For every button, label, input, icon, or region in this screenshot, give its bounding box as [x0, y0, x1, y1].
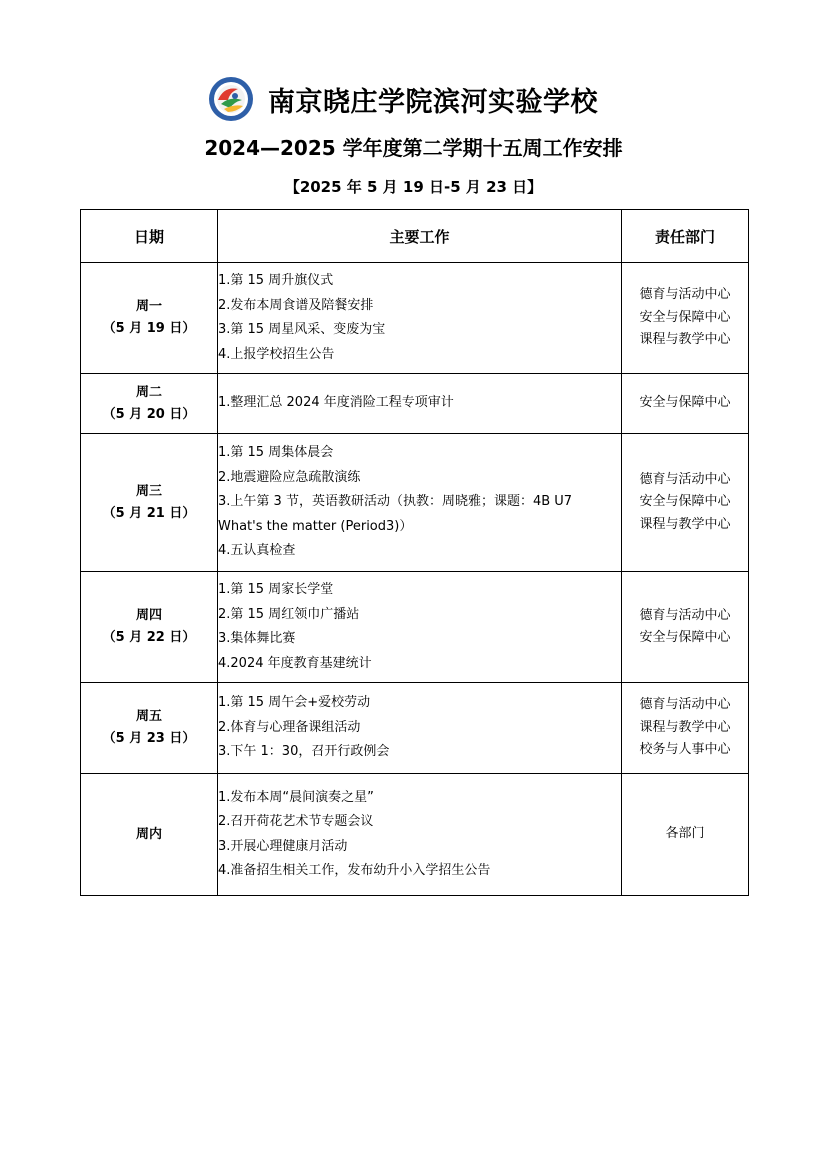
task-item: 2.发布本周食谱及陪餐安排 — [218, 297, 374, 313]
table-row — [81, 683, 749, 774]
task-item: 4.2024 年度教育基建统计 — [218, 655, 372, 671]
dept-item: 安全与保障中心 — [639, 395, 731, 411]
dept-item: 德育与活动中心 — [639, 471, 731, 487]
document-title: 2024—2025 学年度第二学期十五周工作安排 — [204, 136, 623, 160]
tasks-cell — [218, 374, 622, 434]
column-header-tasks: 主要工作 — [218, 210, 622, 263]
day-name: 周三 — [135, 483, 162, 499]
column-header-dept: 责任部门 — [622, 210, 749, 263]
task-item: 3.下午 1：30，召开行政例会 — [218, 744, 390, 760]
school-logo-icon — [208, 76, 254, 122]
day-name: 周五 — [135, 709, 162, 724]
day-name: 周四 — [135, 608, 162, 623]
task-item: 2.召开荷花艺术节专题会议 — [218, 814, 374, 829]
task-item: 4.五认真检查 — [218, 543, 296, 559]
day-cell — [81, 683, 218, 774]
tasks-cell — [218, 434, 622, 572]
task-item: 3.开展心理健康月活动 — [218, 838, 348, 854]
document-header — [0, 74, 827, 122]
task-item: 2.体育与心理备课组活动 — [218, 719, 361, 735]
task-item: 3.上午第 3 节，英语教研活动（执教：周晓雅；课题：4B U7 What's the matter (Period3)） — [218, 494, 573, 534]
table-row — [81, 434, 749, 572]
dept-cell — [622, 572, 749, 683]
school-name: 南京晓庄学院滨河实验学校 — [268, 87, 598, 118]
dept-item: 各部门 — [665, 826, 705, 842]
dept-cell — [622, 263, 749, 374]
task-item: 3.第 15 周星风采、变废为宝 — [218, 322, 386, 337]
task-item: 2.地震避险应急疏散演练 — [218, 469, 361, 485]
tasks-cell — [218, 572, 622, 683]
day-cell — [81, 774, 218, 896]
dept-item: 课程与教学中心 — [639, 332, 731, 348]
tasks-cell — [218, 263, 622, 374]
dept-item: 德育与活动中心 — [639, 697, 731, 713]
table-row — [81, 572, 749, 683]
day-cell — [81, 572, 218, 683]
day-date: （5 月 22 日） — [102, 630, 196, 645]
date-range: 【2025 年 5 月 19 日-5 月 23 日】 — [284, 178, 543, 196]
table-row — [81, 263, 749, 374]
day-cell — [81, 263, 218, 374]
day-cell — [81, 374, 218, 434]
task-item: 3.集体舞比赛 — [218, 631, 296, 646]
day-name: 周内 — [135, 826, 162, 842]
day-cell — [81, 434, 218, 572]
dept-item: 德育与活动中心 — [639, 287, 731, 303]
day-date: （5 月 19 日） — [102, 321, 196, 336]
day-date: （5 月 23 日） — [102, 731, 196, 746]
task-item: 2.第 15 周红领巾广播站 — [218, 606, 360, 622]
schedule-table — [80, 209, 749, 896]
dept-cell — [622, 774, 749, 896]
task-item: 1.第 15 周家长学堂 — [218, 582, 334, 597]
task-item: 1.第 15 周升旗仪式 — [218, 273, 334, 288]
task-item: 1.第 15 周午会+爱校劳动 — [218, 695, 371, 711]
table-row — [81, 774, 749, 896]
dept-item: 安全与保障中心 — [639, 630, 731, 645]
table-row — [81, 374, 749, 434]
day-date: （5 月 20 日） — [102, 406, 196, 422]
task-item: 4.上报学校招生公告 — [218, 346, 335, 362]
tasks-cell — [218, 774, 622, 896]
column-header-date: 日期 — [81, 210, 218, 263]
day-name: 周二 — [135, 384, 162, 400]
dept-cell — [622, 434, 749, 572]
dept-item: 校务与人事中心 — [639, 742, 731, 758]
table-header-row — [81, 210, 749, 263]
dept-item: 课程与教学中心 — [639, 516, 731, 532]
task-item: 1.第 15 周集体晨会 — [218, 445, 334, 461]
day-date: （5 月 21 日） — [102, 505, 196, 521]
dept-item: 课程与教学中心 — [639, 719, 731, 735]
day-name: 周一 — [135, 299, 162, 314]
dept-item: 安全与保障中心 — [639, 309, 731, 325]
tasks-cell — [218, 683, 622, 774]
dept-item: 安全与保障中心 — [639, 494, 731, 510]
dept-item: 德育与活动中心 — [639, 607, 731, 623]
dept-cell — [622, 374, 749, 434]
task-item: 4.准备招生相关工作，发布幼升小入学招生公告 — [218, 863, 491, 878]
task-item: 1.发布本周“晨间演奏之星” — [218, 789, 374, 805]
task-item: 1.整理汇总 2024 年度消险工程专项审计 — [218, 395, 454, 411]
dept-cell — [622, 683, 749, 774]
